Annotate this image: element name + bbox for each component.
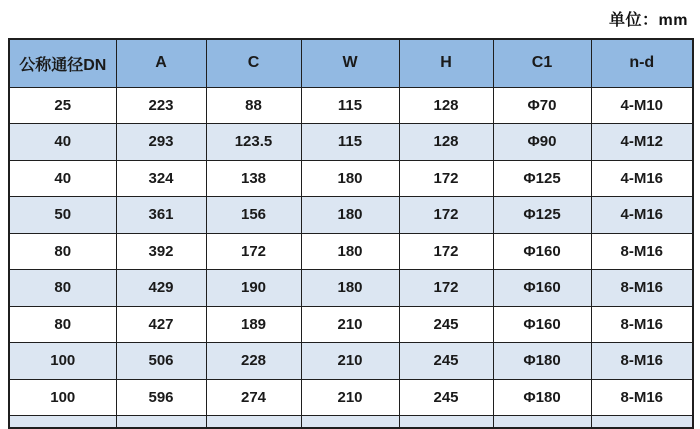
table-row [9, 270, 693, 307]
table-cell: 172 [399, 233, 493, 270]
table-cell: 80 [9, 306, 116, 343]
table-cell: 115 [301, 87, 399, 124]
table-cell: Φ160 [493, 306, 591, 343]
table-cell: 40 [9, 124, 116, 161]
table-cell: 50 [9, 197, 116, 234]
table-cell: Φ180 [493, 343, 591, 380]
table-cell [399, 416, 493, 428]
table-row [9, 197, 693, 234]
table-cell: 8-M16 [591, 343, 693, 380]
table-cell: Φ180 [493, 379, 591, 416]
table-cell: 80 [9, 233, 116, 270]
table-cell: 429 [116, 270, 206, 307]
table-row [9, 306, 693, 343]
header-row [9, 39, 693, 87]
table-cell: 293 [116, 124, 206, 161]
table-cell: 180 [301, 233, 399, 270]
table-cell: 189 [206, 306, 301, 343]
table-cell [493, 416, 591, 428]
table-row [9, 379, 693, 416]
header-cell-nd: n-d [591, 39, 693, 87]
table-row [9, 87, 693, 124]
table-cell: 172 [206, 233, 301, 270]
table-cell [116, 416, 206, 428]
spec-table [8, 38, 694, 429]
table-cell: 8-M16 [591, 379, 693, 416]
table-cell: 8-M16 [591, 233, 693, 270]
table-cell: 210 [301, 343, 399, 380]
table-cell: 128 [399, 87, 493, 124]
table-row [9, 343, 693, 380]
table-cell: 245 [399, 379, 493, 416]
table-cell: 100 [9, 343, 116, 380]
table-cell: 8-M16 [591, 270, 693, 307]
header-cell-dn: 公称通径DN [9, 39, 116, 87]
table-cell: 25 [9, 87, 116, 124]
table-cell: 172 [399, 270, 493, 307]
unit-label: 单位：mm [609, 12, 688, 29]
header-cell-c: C [206, 39, 301, 87]
table-cell: 4-M16 [591, 160, 693, 197]
table-row [9, 160, 693, 197]
table-cell: 88 [206, 87, 301, 124]
table-cell: 210 [301, 379, 399, 416]
table-cell: Φ125 [493, 197, 591, 234]
table-cell: Φ160 [493, 233, 591, 270]
header-cell-h: H [399, 39, 493, 87]
table-cell: 180 [301, 197, 399, 234]
table-cell: 228 [206, 343, 301, 380]
table-cell: Φ160 [493, 270, 591, 307]
table-cell: 4-M10 [591, 87, 693, 124]
table-cell: 427 [116, 306, 206, 343]
table-cell: 223 [116, 87, 206, 124]
table-cell: Φ125 [493, 160, 591, 197]
table-cell: 100 [9, 379, 116, 416]
header-cell-w: W [301, 39, 399, 87]
table-cell: 190 [206, 270, 301, 307]
table-body [9, 87, 693, 428]
table-cell: 180 [301, 160, 399, 197]
table-cell: 172 [399, 197, 493, 234]
table-cell: 128 [399, 124, 493, 161]
table-row-cutoff [9, 416, 693, 428]
table-cell: 156 [206, 197, 301, 234]
table-cell: 4-M12 [591, 124, 693, 161]
header-cell-c1: C1 [493, 39, 591, 87]
table-cell [206, 416, 301, 428]
table-cell: 172 [399, 160, 493, 197]
table-cell: Φ90 [493, 124, 591, 161]
table-cell: 138 [206, 160, 301, 197]
table-cell: 274 [206, 379, 301, 416]
table-cell: Φ70 [493, 87, 591, 124]
table-cell: 8-M16 [591, 306, 693, 343]
table-cell: 596 [116, 379, 206, 416]
table-cell [591, 416, 693, 428]
table-cell: 361 [116, 197, 206, 234]
table-cell: 506 [116, 343, 206, 380]
table-cell: 40 [9, 160, 116, 197]
table-cell: 324 [116, 160, 206, 197]
table-row [9, 124, 693, 161]
table-row [9, 233, 693, 270]
table-cell: 123.5 [206, 124, 301, 161]
table-cell: 392 [116, 233, 206, 270]
header-cell-a: A [116, 39, 206, 87]
table-cell: 210 [301, 306, 399, 343]
table-cell: 80 [9, 270, 116, 307]
table-cell: 4-M16 [591, 197, 693, 234]
table-cell: 245 [399, 343, 493, 380]
table-cell: 245 [399, 306, 493, 343]
table-cell [9, 416, 116, 428]
table-cell: 180 [301, 270, 399, 307]
table-cell [301, 416, 399, 428]
table-cell: 115 [301, 124, 399, 161]
